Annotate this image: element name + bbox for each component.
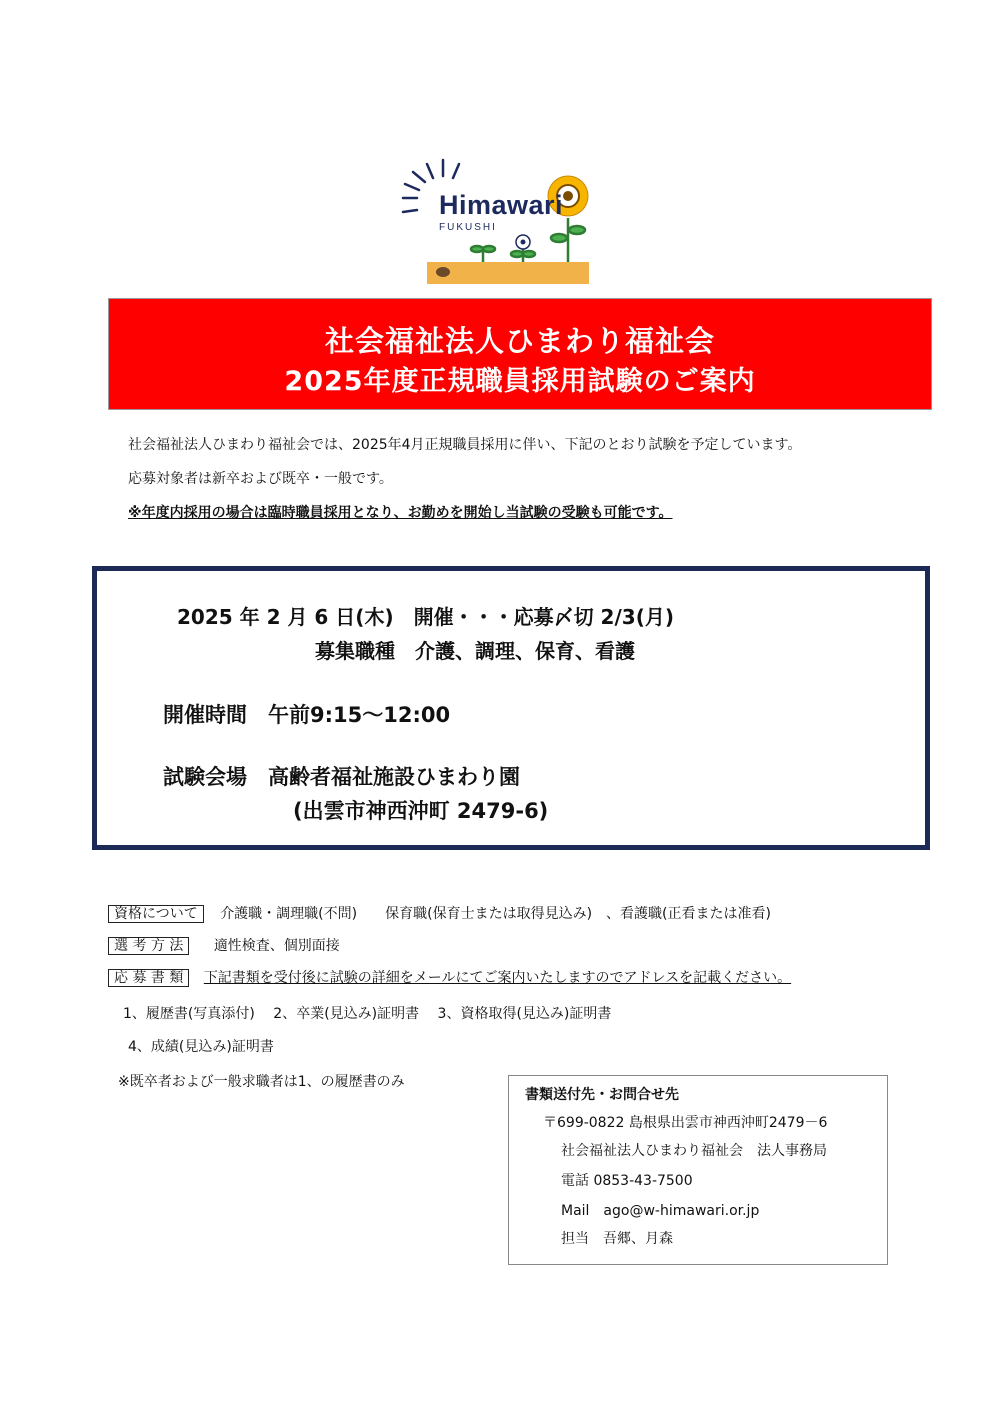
exam-venue-line: 試験会場 高齢者福祉施設ひまわり園 [163,765,520,789]
exam-venue-address: (出雲市神西沖町 2479-6) [293,799,549,823]
contact-postal-address: 〒699-0822 島根県出雲市神西沖町2479－6 [543,1115,828,1131]
intro-line-2: 応募対象者は新卒および既卒・一般です。 [128,471,393,487]
exam-info-box [92,566,930,850]
documents-text: 下記書類を受付後に試験の詳細をメールにてご案内いたしますのでアドレスを記載ください。 [203,970,792,986]
documents-row [108,967,791,988]
contact-phone: 電話 0853-43-7500 [561,1173,693,1189]
contact-staff: 担当 吾郷、月森 [561,1231,673,1247]
requirements-text: 介護職・調理職(不問) 保育職(保育士または取得見込み) 、看護職(正看または准看) [220,906,771,922]
banner-title: 社会福祉法人ひまわり福祉会 [324,324,715,358]
documents-note: ※既卒者および一般求職者は1、の履歴書のみ [118,1074,405,1090]
documents-label: 応 募 書 類 [108,969,189,987]
contact-box [508,1075,888,1265]
intro-note: ※年度内採用の場合は臨時職員採用となり、お勤めを開始し当試験の受験も可能です。 [128,505,673,521]
contact-organization: 社会福祉法人ひまわり福祉会 法人事務局 [561,1143,827,1159]
exam-date-line: 2025 年 2 月 6 日(木) 開催・・・応募〆切 2/3(月) [177,605,674,629]
contact-title: 書類送付先・お問合せ先 [525,1087,679,1103]
logo-subtext: FUKUSHI [439,222,497,233]
exam-time-line: 開催時間 午前9:15～12:00 [163,703,451,727]
logo-wordmark: Himawari [439,190,564,220]
himawari-logo [395,150,595,290]
banner-subtitle: 2025年度正規職員採用試験のご案内 [284,366,756,397]
job-types-line: 募集職種 介護、調理、保育、看護 [315,639,635,663]
requirements-label: 資格について [108,905,204,923]
documents-items-1: 1、履歴書(写真添付) 2、卒業(見込み)証明書 3、資格取得(見込み)証明書 [123,1006,612,1022]
selection-label: 選 考 方 法 [108,937,189,955]
selection-row [108,935,340,956]
selection-text: 適性検査、個別面接 [213,938,340,954]
requirements-row [108,903,771,924]
title-banner [108,298,932,410]
documents-items-2: 4、成績(見込み)証明書 [128,1039,274,1055]
contact-email: Mail ago@w-himawari.or.jp [561,1203,760,1219]
intro-line-1: 社会福祉法人ひまわり福祉会では、2025年4月正規職員採用に伴い、下記のとおり試験を予定しています。 [128,437,802,453]
